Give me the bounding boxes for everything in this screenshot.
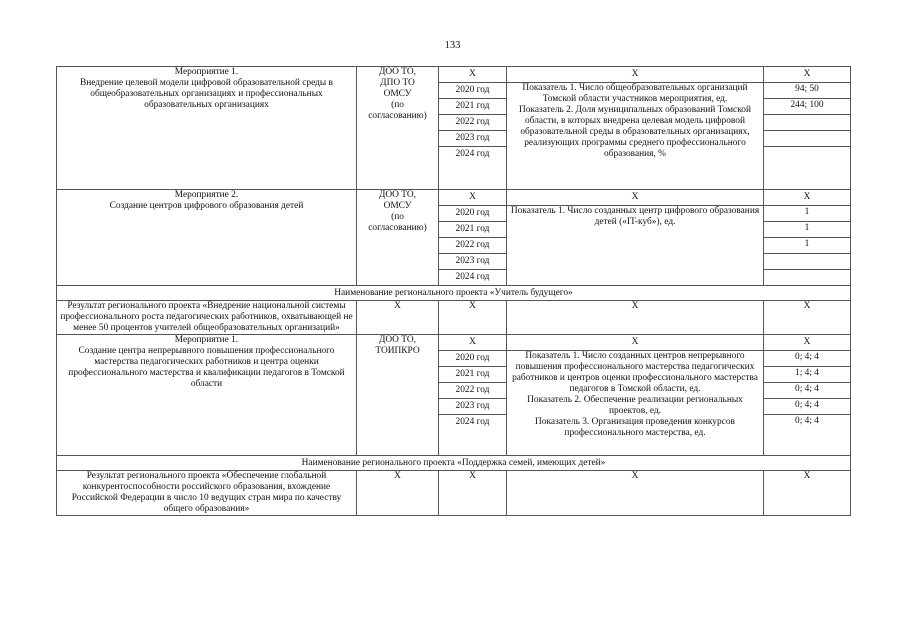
value-cell: 0; 4; 4 [764,399,851,415]
x-mark: Х [439,67,507,83]
value-cell: 0; 4; 4 [764,383,851,399]
activity-cell: Мероприятие 2. Создание центров цифрового образования детей [57,190,357,286]
year-cell: 2021 год [439,99,507,115]
page-number: 133 [444,40,461,51]
project-section-title: Наименование регионального проекта «Учитель будущего» [57,286,851,301]
activity-cell: Мероприятие 1. Внедрение целевой модели цифровой образовательной среды в общеобразовательных организациях и профессиональных образовательных организациях [57,67,357,190]
indicators-cell: Показатель 1. Число общеобразовательных организаций Томской области участников мероприятия, ед. Показатель 2. Доля муниципальных образований Томской области, в которых внедрена целевая модель цифровой образовательной среды в образовательных организациях, реализующих программы среднего профессионального образования, % [507,83,764,190]
value-cell [764,254,851,270]
value-cell: 0; 4; 4 [764,415,851,456]
value-cell [764,131,851,147]
x-mark: Х [764,471,851,516]
table-row [57,335,851,351]
executor-cell: ДОО ТО, ТОИПКРО [357,335,439,456]
indicators-cell: Показатель 1. Число созданных центр цифрового образования детей («IT-куб»), ед. [507,206,764,286]
year-cell: 2020 год [439,83,507,99]
result-text: Результат регионального проекта «Обеспечение глобальной конкурентоспособности российского образования, вхождение Российской Федерации в число 10 ведущих стран мира по качеству общего образования» [71,471,342,514]
value-cell: 1 [764,222,851,238]
activity-cell: Мероприятие 1. Создание центра непрерывного повышения профессионального мастерства педагогических работников и центра оценки профессионального мастерства и квалификации педагогов в Томской области [57,335,357,456]
year-cell: 2023 год [439,131,507,147]
x-mark: Х [507,335,764,351]
year-cell: 2024 год [439,147,507,190]
year-cell: 2022 год [439,115,507,131]
x-mark: Х [764,301,851,335]
result-text: Результат регионального проекта «Внедрение национальной системы профессионального роста педагогических работников, охватывающей не менее 50 процентов учителей общеобразовательных организаций» [60,301,353,333]
indicators-cell: Показатель 1. Число созданных центров непрерывного повышения профессионального мастерства педагогических работников и центров оценки профессионального мастерства педагогов в Томской области, ед. Показатель 2. Обеспечение реализации региональных проектов, ед. Показатель 3. Организация проведения конкурсов профессионального мастерства, ед. [507,351,764,456]
table-row [57,67,851,83]
x-mark: Х [507,190,764,206]
x-mark: Х [439,335,507,351]
result-cell [57,471,357,516]
x-mark: Х [439,190,507,206]
x-mark: Х [507,471,764,516]
x-mark: Х [507,67,764,83]
value-cell [764,115,851,131]
x-mark: Х [764,190,851,206]
value-cell: 1 [764,238,851,254]
value-cell: 244; 100 [764,99,851,115]
x-mark: Х [357,301,439,335]
year-cell: 2023 год [439,399,507,415]
x-mark: Х [439,471,507,516]
program-table [56,66,851,516]
value-cell: 1; 4; 4 [764,367,851,383]
result-cell [57,301,357,335]
year-cell: 2021 год [439,222,507,238]
x-mark: Х [507,301,764,335]
year-cell: 2024 год [439,415,507,456]
year-cell: 2021 год [439,367,507,383]
project-section-title: Наименование регионального проекта «Поддержка семей, имеющих детей» [57,456,851,471]
executor-cell: ДОО ТО, ДПО ТО ОМСУ (по согласованию) [357,67,439,190]
year-cell: 2022 год [439,238,507,254]
value-cell: 94; 50 [764,83,851,99]
table-row [57,471,851,516]
table-row [57,456,851,471]
x-mark: Х [439,301,507,335]
year-cell: 2022 год [439,383,507,399]
value-cell [764,147,851,190]
x-mark: Х [764,67,851,83]
value-cell: 1 [764,206,851,222]
table-row [57,301,851,335]
x-mark: Х [357,471,439,516]
executor-cell: ДОО ТО, ОМСУ (по согласованию) [357,190,439,286]
x-mark: Х [764,335,851,351]
table-row [57,286,851,301]
value-cell: 0; 4; 4 [764,351,851,367]
year-cell: 2020 год [439,206,507,222]
year-cell: 2023 год [439,254,507,270]
year-cell: 2024 год [439,270,507,286]
year-cell: 2020 год [439,351,507,367]
value-cell [764,270,851,286]
table-row [57,190,851,206]
